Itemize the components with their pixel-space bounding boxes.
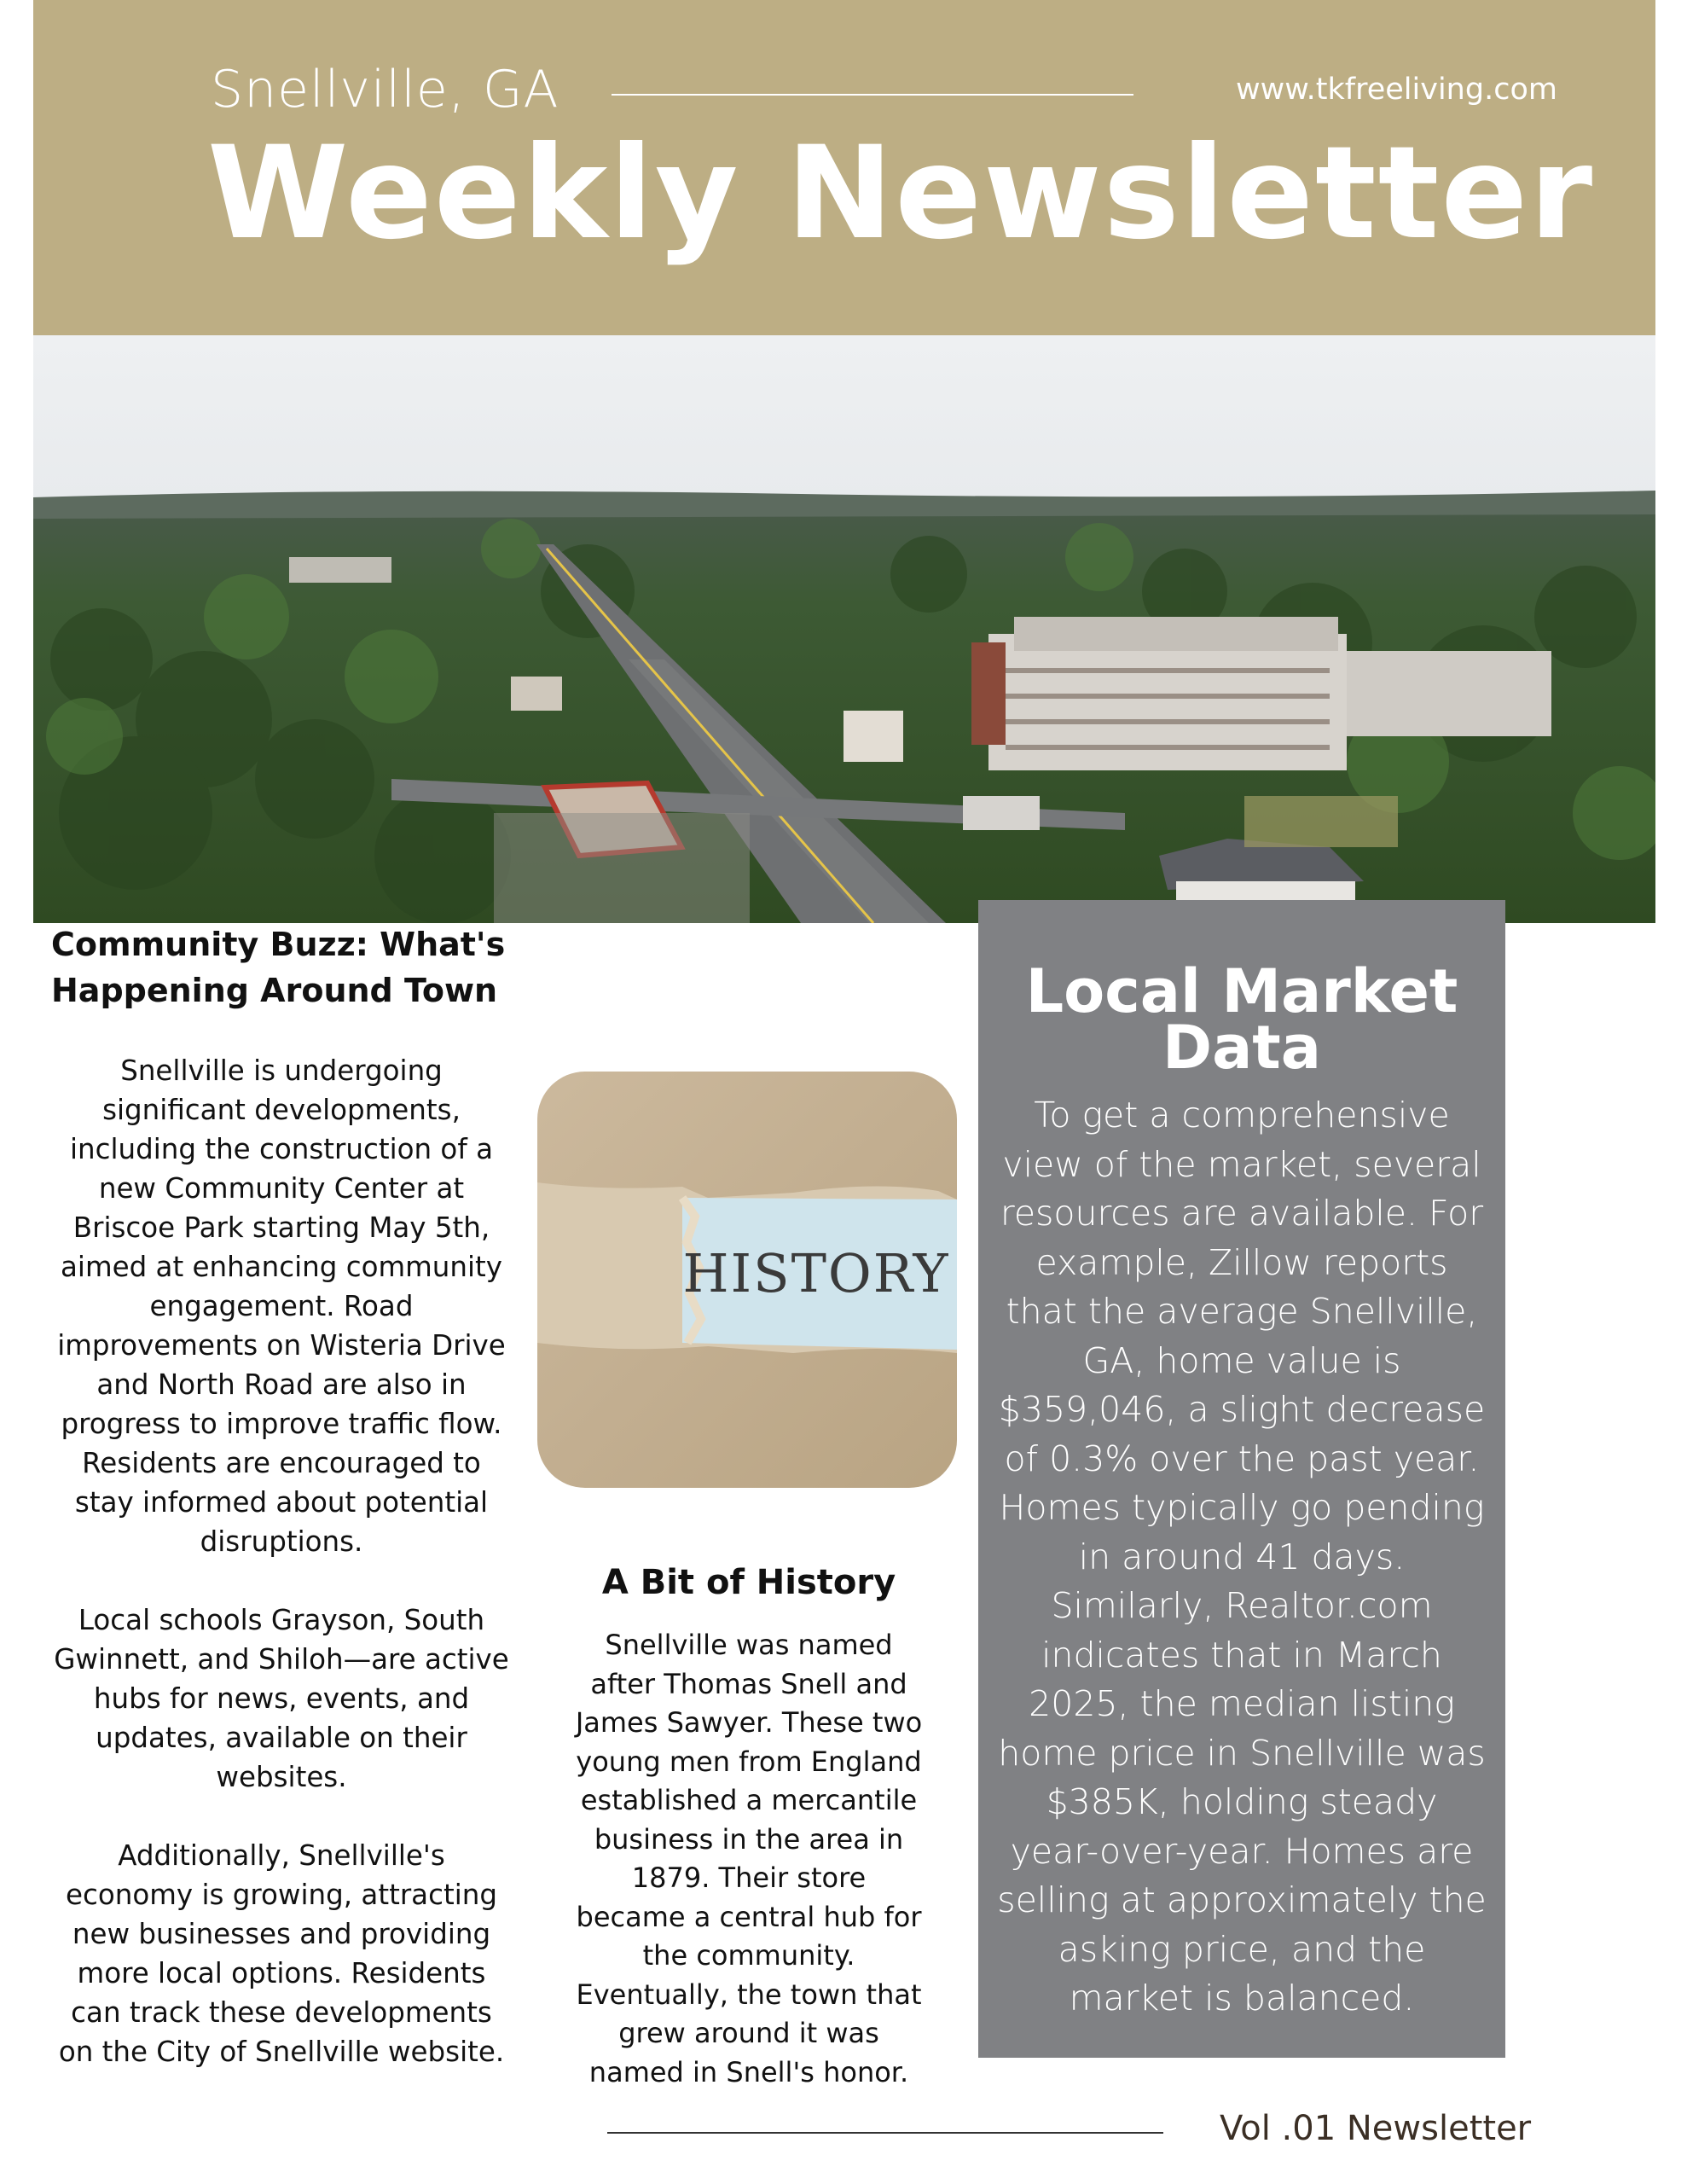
market-title: Local Market Data [1025, 956, 1458, 1083]
history-body: Snellville was named after Thomas Snell and James Sawyer. These two young men from England established a mercantile business in the area in 1879. Their store became a central hub for the community. Eventually, the town that grew around it was named in Snell's honor. [575, 1629, 923, 2088]
footer-divider [607, 2132, 1163, 2134]
community-paragraph: Local schools Grayson, South Gwinnett, and Shiloh—are active hubs for news, events, and updates, available on their websites. [54, 1604, 509, 1793]
city-label: Snellville, GA [211, 60, 559, 119]
community-paragraph: Additionally, Snellville's economy is growing, attracting new businesses and providing more local options. Residents can track these developments on the City of Snellville website. [58, 1839, 505, 2068]
community-section [51, 921, 512, 2111]
footer-volume-label: Vol .01 Newsletter [1220, 2109, 1532, 2148]
header-banner [33, 0, 1655, 335]
history-heading: A Bit of History [601, 1563, 896, 1602]
community-heading: Community Buzz: What's Happening Around Town [51, 926, 506, 1009]
market-data-panel [978, 900, 1505, 2058]
market-body: To get a comprehensive view of the market, several resources are available. For example, Zillow reports that the average Snellville, GA, home value is $359,046, a slight decrease of 0.3% over the past year. Homes typically go pending in around 41 days. Similarly, Realtor.com indicates that in March 2025, the median listing home price in Snellville was $385K, holding steady year-over-year. Homes are selling at approximately the asking price, and the market is balanced. [997, 1095, 1487, 2018]
newsletter-title: Weekly Newsletter [207, 119, 1595, 268]
history-stamp-text: HISTORY [682, 1242, 950, 1304]
website-link[interactable]: www.tkfreeliving.com [1236, 73, 1557, 107]
aerial-town-photo [33, 335, 1655, 923]
community-body [51, 1051, 512, 2071]
community-paragraph: Snellville is undergoing significant developments, including the construction of a new Community Center at Briscoe Park starting May 5th, aimed at enhancing community engagement. Road improvements on Wisteria Drive and North Road are also in progress to improve traffic flow. Residents are encouraged to stay informed about potential disruptions. [57, 1054, 506, 1558]
header-divider [612, 94, 1133, 96]
history-photo [537, 1072, 957, 1488]
